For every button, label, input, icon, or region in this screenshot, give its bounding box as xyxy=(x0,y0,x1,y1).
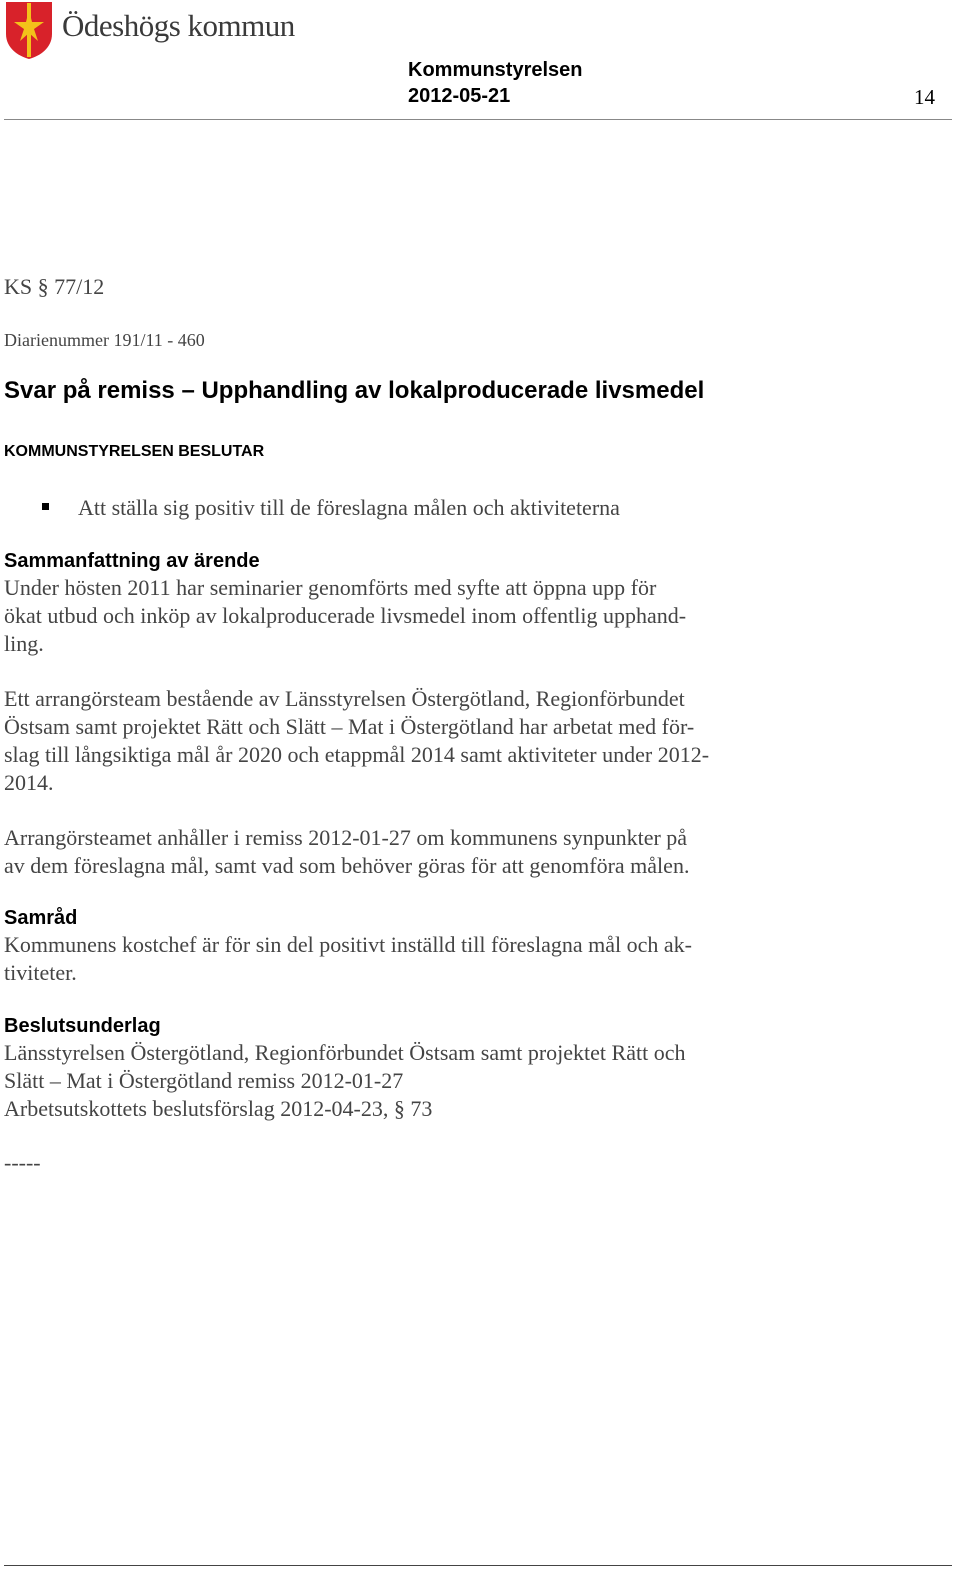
text-line: Arrangörsteamet anhåller i remiss 2012-01-27 om kommunens synpunkter på xyxy=(4,825,688,850)
page-number: 14 xyxy=(914,85,935,109)
text-line: Under hösten 2011 har seminarier genomförts med syfte att öppna upp för xyxy=(4,575,657,600)
consultation-paragraph xyxy=(4,931,794,987)
text-line: Arbetsutskottets beslutsförslag 2012-04-23, § 73 xyxy=(4,1096,433,1121)
diary-number: Diarienummer 191/11 - 460 xyxy=(4,330,205,350)
header-date: 2012-05-21 xyxy=(408,85,511,107)
text-line: Kommunens kostchef är för sin del positivt inställd till föreslagna mål och ak- xyxy=(4,932,692,957)
text-line: Länsstyrelsen Östergötland, Regionförbundet Östsam samt projektet Rätt och xyxy=(4,1040,686,1065)
case-title: Svar på remiss – Upphandling av lokalproducerade livsmedel xyxy=(4,377,705,404)
consultation-heading: Samråd xyxy=(4,907,78,929)
case-reference: KS § 77/12 xyxy=(4,274,105,299)
coat-of-arms-icon xyxy=(4,0,60,60)
summary-paragraph-1 xyxy=(4,574,794,658)
header-divider xyxy=(4,119,952,120)
text-line: slag till långsiktiga mål år 2020 och etappmål 2014 samt aktiviteter under 2012- xyxy=(4,742,710,767)
footer-divider xyxy=(4,1565,952,1566)
summary-paragraph-3 xyxy=(4,824,794,880)
text-line: 2014. xyxy=(4,770,54,795)
summary-heading: Sammanfattning av ärende xyxy=(4,550,260,572)
text-line: av dem föreslagna mål, samt vad som behöver göras för att genomföra målen. xyxy=(4,853,690,878)
end-marker: ----- xyxy=(4,1150,41,1175)
decides-heading: KOMMUNSTYRELSEN BESLUTAR xyxy=(4,443,265,460)
text-line: ökat utbud och inköp av lokalproducerade livsmedel inom offentlig upphand- xyxy=(4,603,687,628)
header-body-name: Kommunstyrelsen xyxy=(408,59,583,81)
text-line: Östsam samt projektet Rätt och Slätt – Mat i Östergötland har arbetat med för- xyxy=(4,714,695,739)
text-line: tiviteter. xyxy=(4,960,77,985)
bullet-square-icon xyxy=(42,503,49,510)
summary-paragraph-2 xyxy=(4,685,794,797)
decision-bullet: Att ställa sig positiv till de föreslagna målen och aktiviteterna xyxy=(78,495,620,520)
basis-heading: Beslutsunderlag xyxy=(4,1015,161,1037)
municipality-logo xyxy=(4,0,60,60)
text-line: Slätt – Mat i Östergötland remiss 2012-01-27 xyxy=(4,1068,404,1093)
text-line: ling. xyxy=(4,631,44,656)
text-line: Ett arrangörsteam bestående av Länsstyrelsen Östergötland, Regionförbundet xyxy=(4,686,685,711)
basis-list xyxy=(4,1039,794,1123)
brand-name: Ödeshögs kommun xyxy=(62,8,295,43)
